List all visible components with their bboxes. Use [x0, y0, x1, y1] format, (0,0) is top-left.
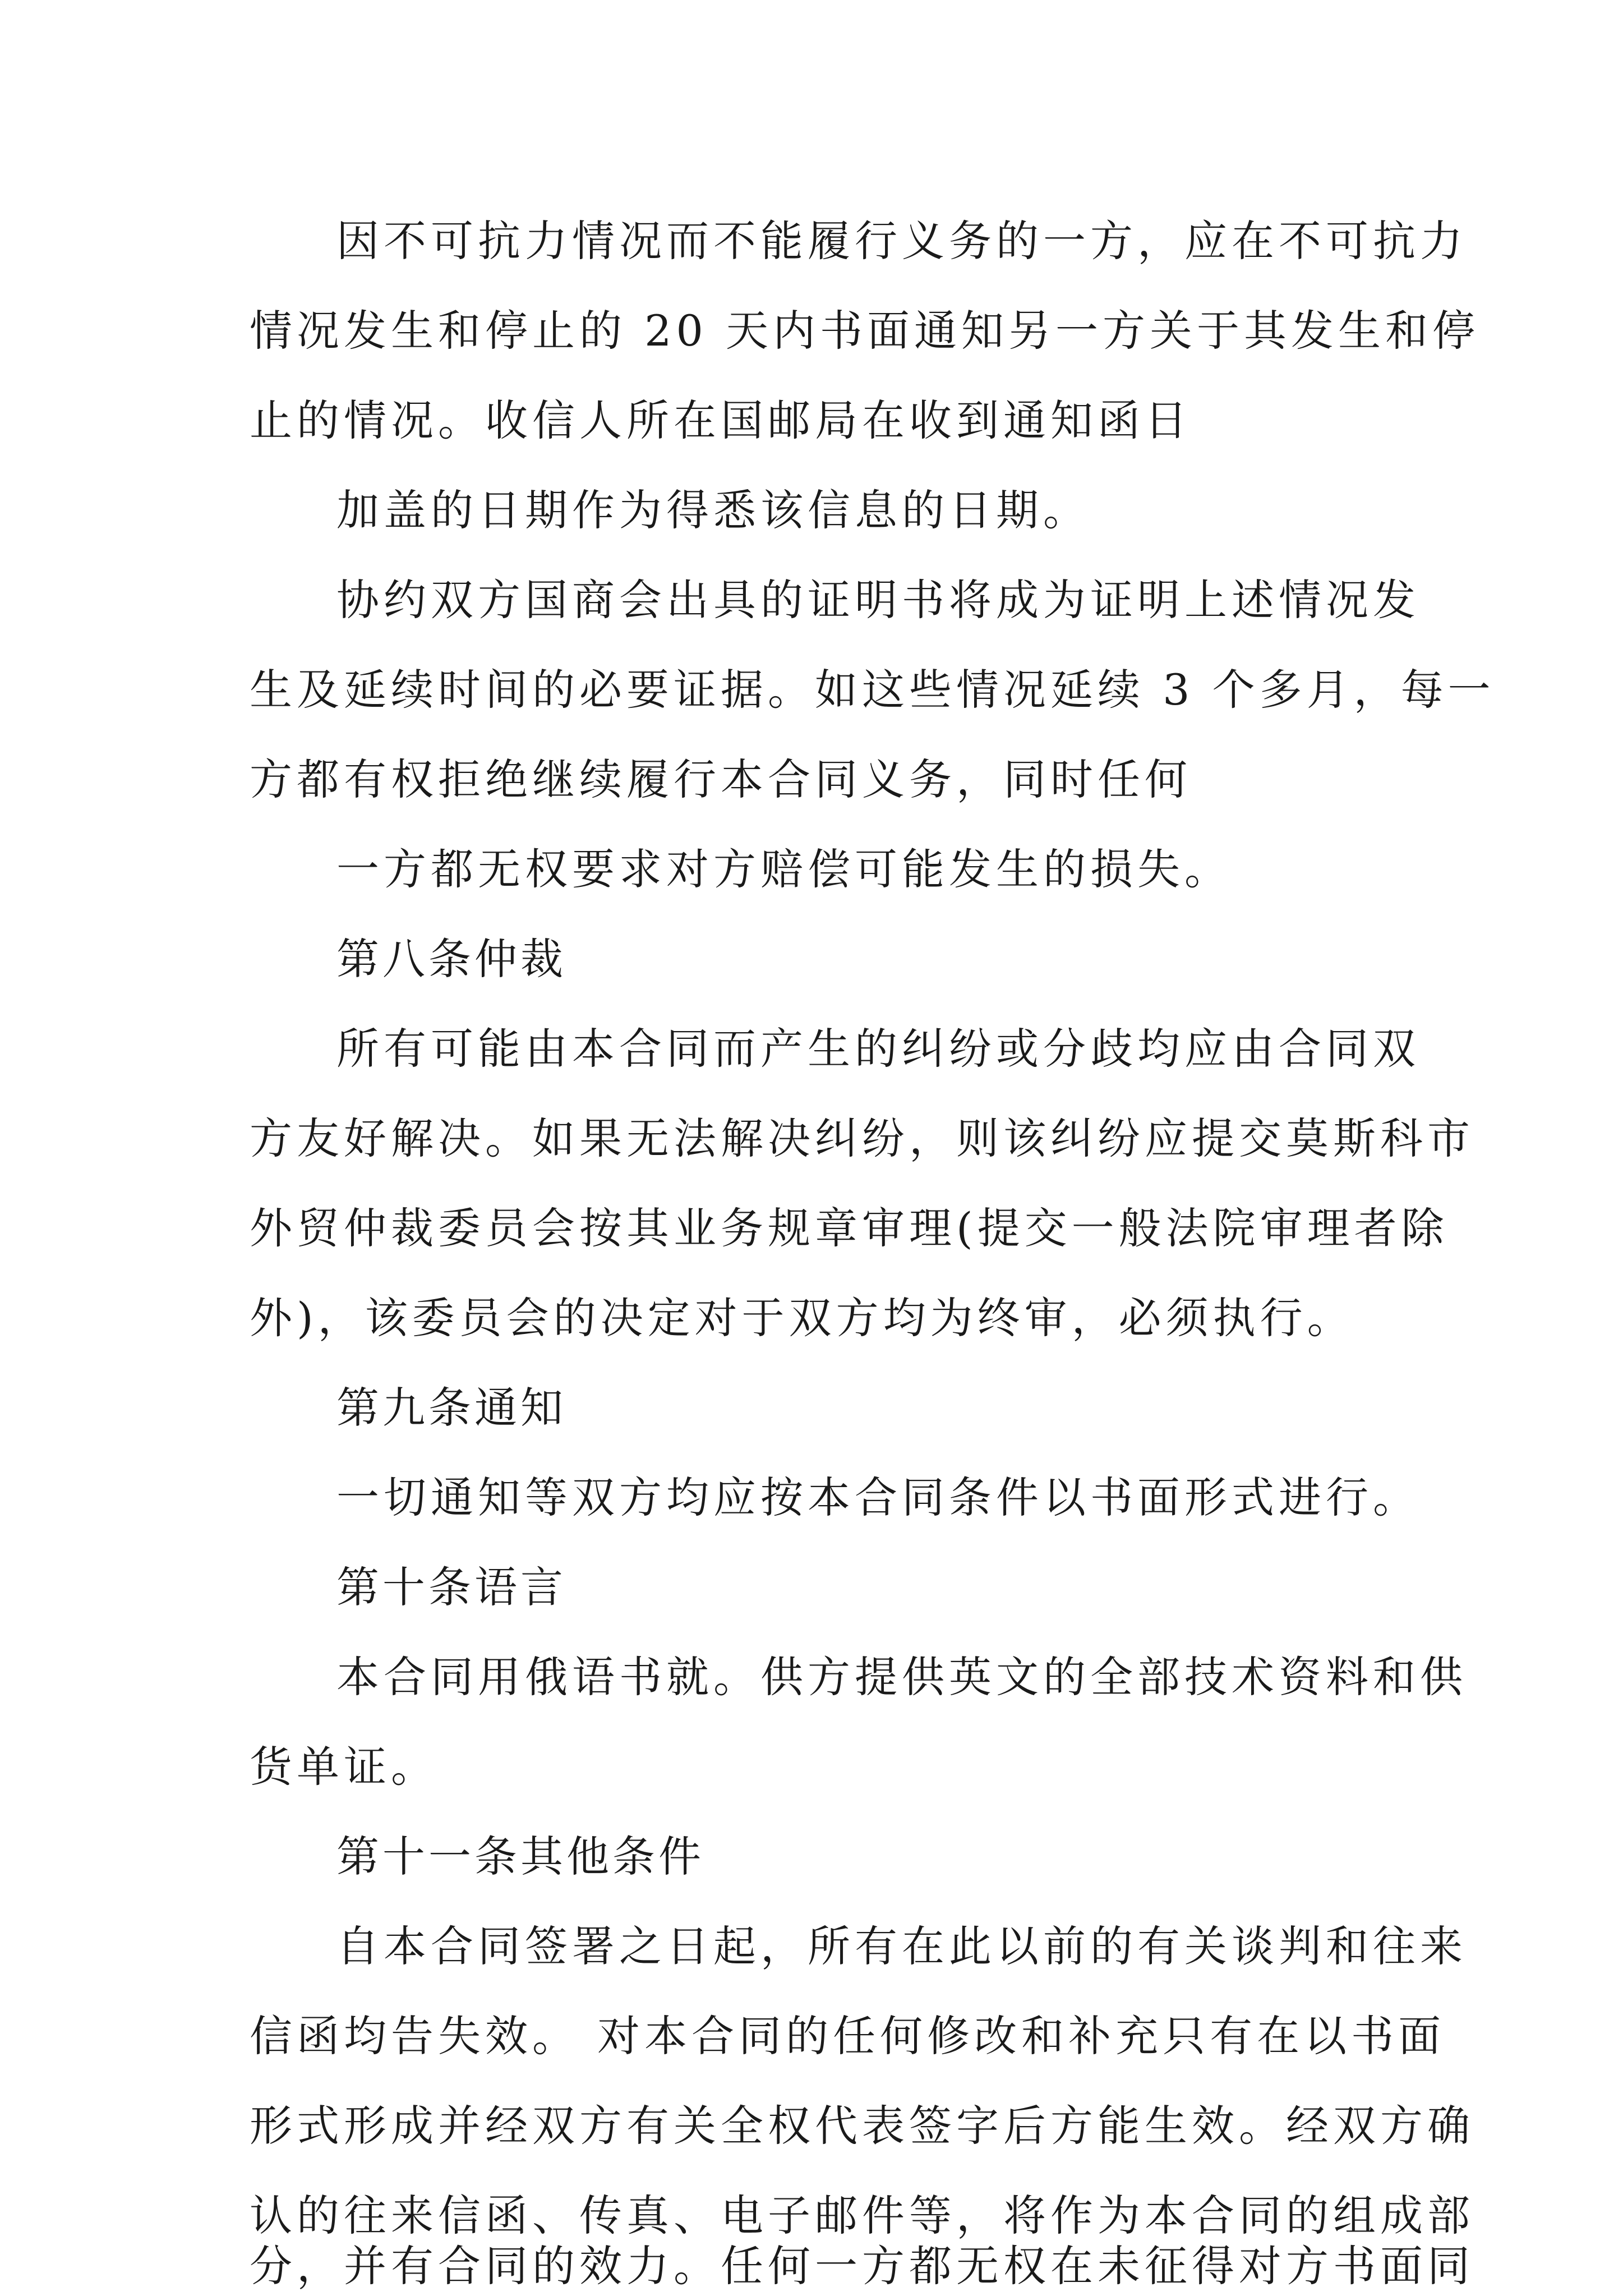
paragraph-line: 生及延续时间的必要证据。如这些情况延续 3 个多月，每一: [250, 665, 1495, 715]
paragraph-line: 认的往来信函、传真、电子邮件等，将作为本合同的组成部: [250, 2191, 1474, 2240]
paragraph-line: 情况发生和停止的 20 天内书面通知另一方关于其发生和停: [250, 306, 1480, 356]
paragraph-line: 形式形成并经双方有关全权代表签字后方能生效。经双方确: [250, 2101, 1474, 2151]
paragraph-line: 加盖的日期作为得悉该信息的日期。: [336, 485, 1090, 535]
paragraph-line: 自本合同签署之日起，所有在此以前的有关谈判和往来: [336, 1921, 1467, 1971]
paragraph-line: 协约双方国商会出具的证明书将成为证明上述情况发: [336, 575, 1420, 625]
paragraph-line: 本合同用俄语书就。供方提供英文的全部技术资料和供: [336, 1652, 1467, 1702]
section-heading-other-conditions: 第十一条其他条件: [336, 1832, 704, 1881]
paragraph-line: 方都有权拒绝继续履行本合同义务，同时任何: [250, 754, 1192, 804]
section-heading-notice: 第九条通知: [336, 1383, 566, 1433]
section-heading-arbitration: 第八条仲裁: [336, 934, 566, 984]
paragraph-line: 因不可抗力情况而不能履行义务的一方，应在不可抗力: [336, 216, 1467, 266]
section-heading-language: 第十条语言: [336, 1562, 566, 1612]
paragraph-line: 一方都无权要求对方赔偿可能发生的损失。: [336, 844, 1232, 894]
paragraph-line: 所有可能由本合同而产生的纠纷或分歧均应由合同双: [336, 1024, 1420, 1074]
paragraph-line: 信函均告失效。 对本合同的任何修改和补充只有在以书面: [250, 2011, 1446, 2061]
paragraph-line: 外贸仲裁委员会按其业务规章审理(提交一般法院审理者除: [250, 1203, 1449, 1253]
paragraph-line: 外)，该委员会的决定对于双方均为终审，必须执行。: [250, 1293, 1354, 1343]
paragraph-line: 止的情况。收信人所在国邮局在收到通知函日: [250, 395, 1192, 445]
paragraph-line: 方友好解决。如果无法解决纠纷，则该纠纷应提交莫斯科市: [250, 1114, 1474, 1163]
paragraph-line: 分，并有合同的效力。任何一方都无权在未征得对方书面同: [250, 2241, 1474, 2291]
paragraph-line: 一切通知等双方均应按本合同条件以书面形式进行。: [336, 1473, 1420, 1522]
paragraph-line: 货单证。: [250, 1742, 438, 1792]
